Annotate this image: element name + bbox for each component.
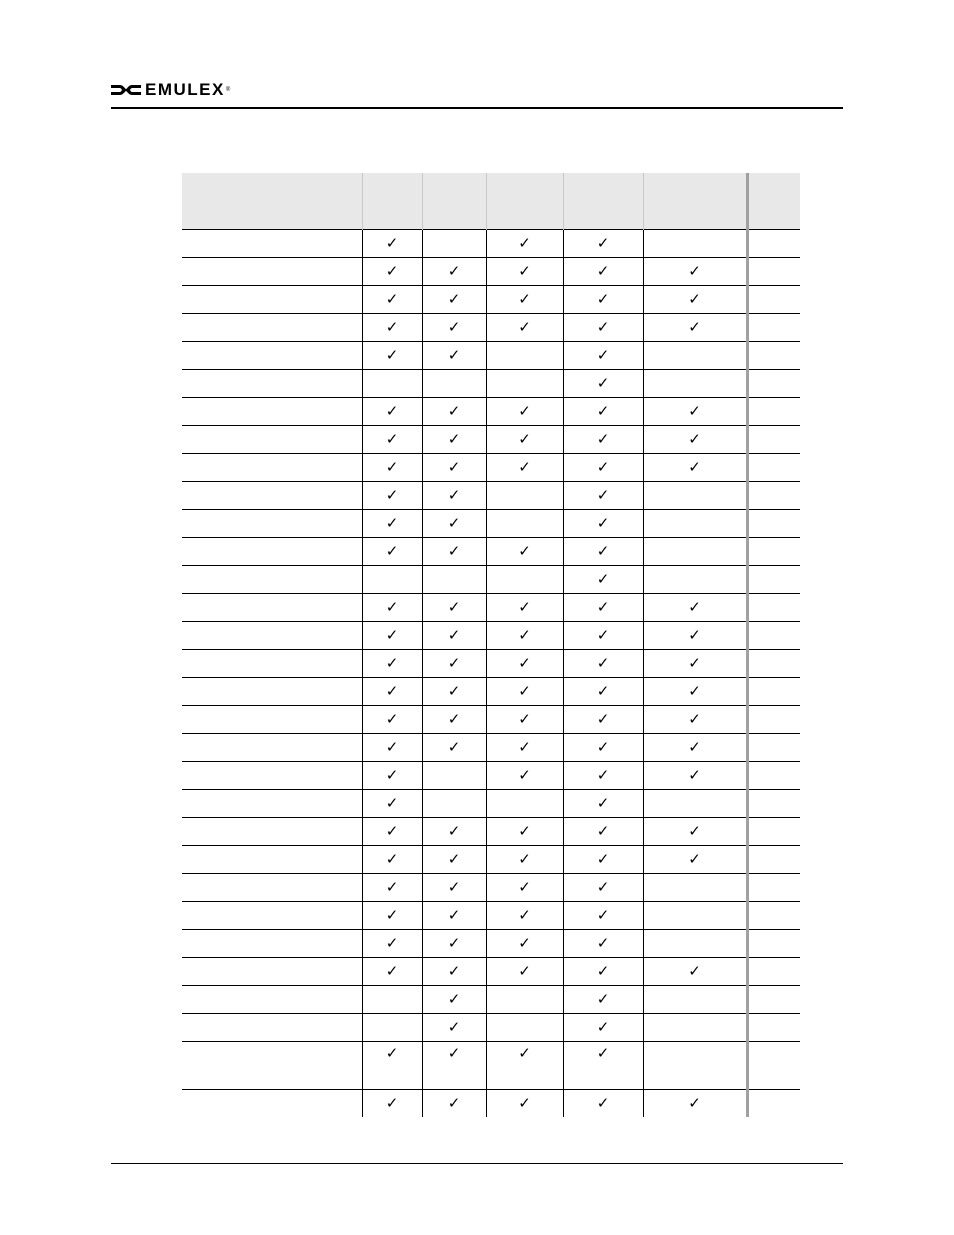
table-row bbox=[182, 342, 800, 370]
check-mark-icon: ✓ bbox=[422, 678, 486, 706]
check-mark-icon: ✓ bbox=[422, 1090, 486, 1118]
empty-cell bbox=[747, 706, 800, 734]
check-mark-icon: ✓ bbox=[486, 594, 563, 622]
empty-cell bbox=[486, 342, 563, 370]
check-mark-icon: ✓ bbox=[643, 678, 747, 706]
check-mark-icon: ✓ bbox=[643, 398, 747, 426]
empty-cell bbox=[486, 482, 563, 510]
empty-cell bbox=[747, 734, 800, 762]
empty-cell bbox=[643, 510, 747, 538]
check-mark-icon: ✓ bbox=[643, 818, 747, 846]
empty-cell bbox=[486, 1014, 563, 1042]
header-cell bbox=[643, 173, 747, 230]
check-mark-icon: ✓ bbox=[422, 342, 486, 370]
check-mark-icon: ✓ bbox=[643, 594, 747, 622]
check-mark-icon: ✓ bbox=[362, 426, 422, 454]
check-mark-icon: ✓ bbox=[422, 1042, 486, 1090]
check-mark-icon: ✓ bbox=[486, 902, 563, 930]
check-mark-icon: ✓ bbox=[563, 426, 643, 454]
check-mark-icon: ✓ bbox=[563, 594, 643, 622]
table-body bbox=[182, 230, 800, 1118]
table-row bbox=[182, 986, 800, 1014]
check-mark-icon: ✓ bbox=[362, 510, 422, 538]
check-mark-icon: ✓ bbox=[486, 286, 563, 314]
row-label-cell bbox=[182, 678, 362, 706]
check-mark-icon: ✓ bbox=[643, 650, 747, 678]
check-mark-icon: ✓ bbox=[643, 314, 747, 342]
empty-cell bbox=[747, 1042, 800, 1090]
check-mark-icon: ✓ bbox=[362, 622, 422, 650]
check-mark-icon: ✓ bbox=[362, 1042, 422, 1090]
check-mark-icon: ✓ bbox=[643, 734, 747, 762]
check-mark-icon: ✓ bbox=[362, 762, 422, 790]
row-label-cell bbox=[182, 454, 362, 482]
check-mark-icon: ✓ bbox=[486, 622, 563, 650]
check-mark-icon: ✓ bbox=[422, 846, 486, 874]
check-mark-icon: ✓ bbox=[362, 706, 422, 734]
check-mark-icon: ✓ bbox=[486, 734, 563, 762]
header-cell bbox=[486, 173, 563, 230]
row-label-cell bbox=[182, 230, 362, 258]
empty-cell bbox=[486, 790, 563, 818]
header-divider bbox=[111, 107, 843, 109]
empty-cell bbox=[747, 370, 800, 398]
empty-cell bbox=[422, 370, 486, 398]
check-mark-icon: ✓ bbox=[486, 678, 563, 706]
check-mark-icon: ✓ bbox=[486, 454, 563, 482]
empty-cell bbox=[747, 566, 800, 594]
check-mark-icon: ✓ bbox=[563, 566, 643, 594]
empty-cell bbox=[643, 902, 747, 930]
empty-cell bbox=[747, 622, 800, 650]
check-mark-icon: ✓ bbox=[486, 762, 563, 790]
empty-cell bbox=[643, 1014, 747, 1042]
check-mark-icon: ✓ bbox=[486, 426, 563, 454]
table-row bbox=[182, 314, 800, 342]
check-mark-icon: ✓ bbox=[362, 1090, 422, 1118]
header-cell bbox=[362, 173, 422, 230]
row-label-cell bbox=[182, 762, 362, 790]
check-mark-icon: ✓ bbox=[563, 874, 643, 902]
table-row bbox=[182, 538, 800, 566]
check-mark-icon: ✓ bbox=[563, 930, 643, 958]
check-mark-icon: ✓ bbox=[486, 818, 563, 846]
empty-cell bbox=[747, 818, 800, 846]
header-cell bbox=[422, 173, 486, 230]
check-mark-icon: ✓ bbox=[422, 286, 486, 314]
check-mark-icon: ✓ bbox=[563, 986, 643, 1014]
check-mark-icon: ✓ bbox=[563, 538, 643, 566]
empty-cell bbox=[747, 790, 800, 818]
empty-cell bbox=[643, 566, 747, 594]
row-label-cell bbox=[182, 1014, 362, 1042]
table-row bbox=[182, 678, 800, 706]
check-mark-icon: ✓ bbox=[643, 454, 747, 482]
check-mark-icon: ✓ bbox=[422, 314, 486, 342]
table-row bbox=[182, 594, 800, 622]
empty-cell bbox=[747, 594, 800, 622]
empty-cell bbox=[747, 1014, 800, 1042]
empty-cell bbox=[747, 650, 800, 678]
check-mark-icon: ✓ bbox=[422, 454, 486, 482]
check-mark-icon: ✓ bbox=[563, 510, 643, 538]
check-mark-icon: ✓ bbox=[362, 314, 422, 342]
table-row bbox=[182, 426, 800, 454]
empty-cell bbox=[747, 930, 800, 958]
check-mark-icon: ✓ bbox=[422, 706, 486, 734]
table-row bbox=[182, 790, 800, 818]
empty-cell bbox=[643, 930, 747, 958]
empty-cell bbox=[362, 370, 422, 398]
row-label-cell bbox=[182, 790, 362, 818]
table-row bbox=[182, 286, 800, 314]
empty-cell bbox=[747, 426, 800, 454]
empty-cell bbox=[643, 482, 747, 510]
table-row bbox=[182, 958, 800, 986]
row-label-cell bbox=[182, 902, 362, 930]
check-mark-icon: ✓ bbox=[563, 482, 643, 510]
empty-cell bbox=[643, 790, 747, 818]
check-mark-icon: ✓ bbox=[422, 398, 486, 426]
check-mark-icon: ✓ bbox=[422, 902, 486, 930]
check-mark-icon: ✓ bbox=[362, 930, 422, 958]
empty-cell bbox=[486, 566, 563, 594]
empty-cell bbox=[747, 958, 800, 986]
check-mark-icon: ✓ bbox=[486, 650, 563, 678]
check-mark-icon: ✓ bbox=[362, 398, 422, 426]
check-mark-icon: ✓ bbox=[563, 230, 643, 258]
check-mark-icon: ✓ bbox=[422, 258, 486, 286]
brand-name: EMULEX bbox=[145, 80, 225, 99]
empty-cell bbox=[422, 790, 486, 818]
row-label-cell bbox=[182, 594, 362, 622]
row-label-cell bbox=[182, 314, 362, 342]
check-mark-icon: ✓ bbox=[486, 958, 563, 986]
check-mark-icon: ✓ bbox=[362, 482, 422, 510]
check-mark-icon: ✓ bbox=[486, 846, 563, 874]
check-mark-icon: ✓ bbox=[563, 1014, 643, 1042]
empty-cell bbox=[643, 874, 747, 902]
empty-cell bbox=[747, 986, 800, 1014]
check-mark-icon: ✓ bbox=[362, 678, 422, 706]
check-mark-icon: ✓ bbox=[422, 426, 486, 454]
row-label-cell bbox=[182, 426, 362, 454]
check-mark-icon: ✓ bbox=[362, 958, 422, 986]
row-label-cell bbox=[182, 734, 362, 762]
row-label-cell bbox=[182, 538, 362, 566]
table-row bbox=[182, 622, 800, 650]
check-mark-icon: ✓ bbox=[563, 818, 643, 846]
check-mark-icon: ✓ bbox=[563, 1042, 643, 1090]
check-mark-icon: ✓ bbox=[422, 622, 486, 650]
row-label-cell bbox=[182, 818, 362, 846]
check-mark-icon: ✓ bbox=[563, 342, 643, 370]
empty-cell bbox=[362, 1014, 422, 1042]
row-label-cell bbox=[182, 650, 362, 678]
check-mark-icon: ✓ bbox=[422, 958, 486, 986]
check-mark-icon: ✓ bbox=[643, 958, 747, 986]
empty-cell bbox=[643, 230, 747, 258]
table-row bbox=[182, 930, 800, 958]
empty-cell bbox=[747, 846, 800, 874]
check-mark-icon: ✓ bbox=[362, 874, 422, 902]
check-mark-icon: ✓ bbox=[486, 314, 563, 342]
row-label-cell bbox=[182, 566, 362, 594]
row-label-cell bbox=[182, 958, 362, 986]
row-label-cell bbox=[182, 1090, 362, 1118]
table-row bbox=[182, 734, 800, 762]
check-mark-icon: ✓ bbox=[643, 846, 747, 874]
check-mark-icon: ✓ bbox=[563, 762, 643, 790]
table-row bbox=[182, 566, 800, 594]
check-mark-icon: ✓ bbox=[362, 594, 422, 622]
check-mark-icon: ✓ bbox=[563, 258, 643, 286]
table-row bbox=[182, 510, 800, 538]
check-mark-icon: ✓ bbox=[362, 258, 422, 286]
check-mark-icon: ✓ bbox=[422, 1014, 486, 1042]
check-mark-icon: ✓ bbox=[643, 286, 747, 314]
table-row bbox=[182, 482, 800, 510]
check-mark-icon: ✓ bbox=[486, 538, 563, 566]
table-row bbox=[182, 874, 800, 902]
check-mark-icon: ✓ bbox=[563, 454, 643, 482]
check-mark-icon: ✓ bbox=[486, 706, 563, 734]
table-header-row bbox=[182, 173, 800, 230]
empty-cell bbox=[747, 678, 800, 706]
check-mark-icon: ✓ bbox=[422, 482, 486, 510]
table-row bbox=[182, 1090, 800, 1118]
check-mark-icon: ✓ bbox=[362, 230, 422, 258]
check-mark-icon: ✓ bbox=[643, 622, 747, 650]
empty-cell bbox=[643, 1042, 747, 1090]
check-mark-icon: ✓ bbox=[422, 818, 486, 846]
table-row bbox=[182, 762, 800, 790]
check-mark-icon: ✓ bbox=[486, 230, 563, 258]
table-row bbox=[182, 370, 800, 398]
row-label-cell bbox=[182, 622, 362, 650]
table-row bbox=[182, 706, 800, 734]
empty-cell bbox=[486, 986, 563, 1014]
empty-cell bbox=[422, 230, 486, 258]
empty-cell bbox=[747, 902, 800, 930]
check-mark-icon: ✓ bbox=[362, 538, 422, 566]
check-mark-icon: ✓ bbox=[563, 314, 643, 342]
header-cell bbox=[563, 173, 643, 230]
empty-cell bbox=[422, 762, 486, 790]
check-mark-icon: ✓ bbox=[362, 902, 422, 930]
check-mark-icon: ✓ bbox=[362, 286, 422, 314]
check-mark-icon: ✓ bbox=[362, 650, 422, 678]
page-header bbox=[111, 79, 843, 109]
check-mark-icon: ✓ bbox=[362, 790, 422, 818]
empty-cell bbox=[643, 538, 747, 566]
check-mark-icon: ✓ bbox=[362, 342, 422, 370]
empty-cell bbox=[422, 566, 486, 594]
check-mark-icon: ✓ bbox=[643, 426, 747, 454]
empty-cell bbox=[747, 874, 800, 902]
empty-cell bbox=[643, 342, 747, 370]
check-mark-icon: ✓ bbox=[563, 286, 643, 314]
row-label-cell bbox=[182, 370, 362, 398]
check-mark-icon: ✓ bbox=[362, 454, 422, 482]
check-mark-icon: ✓ bbox=[486, 398, 563, 426]
trademark-symbol: ® bbox=[225, 87, 231, 93]
check-mark-icon: ✓ bbox=[563, 622, 643, 650]
table-row bbox=[182, 650, 800, 678]
empty-cell bbox=[362, 986, 422, 1014]
check-mark-icon: ✓ bbox=[422, 874, 486, 902]
check-mark-icon: ✓ bbox=[486, 1090, 563, 1118]
empty-cell bbox=[747, 1090, 800, 1118]
empty-cell bbox=[643, 370, 747, 398]
table-row bbox=[182, 454, 800, 482]
check-mark-icon: ✓ bbox=[643, 706, 747, 734]
emulex-logo bbox=[111, 79, 230, 101]
row-label-cell bbox=[182, 482, 362, 510]
check-mark-icon: ✓ bbox=[563, 790, 643, 818]
check-mark-icon: ✓ bbox=[486, 258, 563, 286]
empty-cell bbox=[747, 538, 800, 566]
empty-cell bbox=[747, 510, 800, 538]
check-mark-icon: ✓ bbox=[563, 706, 643, 734]
table-row bbox=[182, 1014, 800, 1042]
check-mark-icon: ✓ bbox=[486, 874, 563, 902]
row-label-cell bbox=[182, 286, 362, 314]
table-row bbox=[182, 230, 800, 258]
empty-cell bbox=[362, 566, 422, 594]
empty-cell bbox=[747, 398, 800, 426]
check-mark-icon: ✓ bbox=[486, 930, 563, 958]
check-mark-icon: ✓ bbox=[563, 678, 643, 706]
empty-cell bbox=[747, 314, 800, 342]
check-mark-icon: ✓ bbox=[422, 538, 486, 566]
table-row bbox=[182, 818, 800, 846]
check-mark-icon: ✓ bbox=[422, 986, 486, 1014]
check-mark-icon: ✓ bbox=[643, 1090, 747, 1118]
check-mark-icon: ✓ bbox=[643, 258, 747, 286]
table-row bbox=[182, 258, 800, 286]
empty-cell bbox=[747, 230, 800, 258]
row-label-cell bbox=[182, 342, 362, 370]
row-label-cell bbox=[182, 510, 362, 538]
check-mark-icon: ✓ bbox=[362, 846, 422, 874]
empty-cell bbox=[486, 370, 563, 398]
empty-cell bbox=[747, 762, 800, 790]
check-mark-icon: ✓ bbox=[563, 370, 643, 398]
header-cell bbox=[747, 173, 800, 230]
table-row bbox=[182, 398, 800, 426]
check-mark-icon: ✓ bbox=[563, 902, 643, 930]
table-row bbox=[182, 1042, 800, 1090]
row-label-cell bbox=[182, 930, 362, 958]
row-label-cell bbox=[182, 874, 362, 902]
check-mark-icon: ✓ bbox=[563, 734, 643, 762]
row-label-cell bbox=[182, 846, 362, 874]
check-mark-icon: ✓ bbox=[563, 1090, 643, 1118]
support-matrix-table bbox=[182, 173, 800, 1117]
table-row bbox=[182, 902, 800, 930]
row-label-cell bbox=[182, 258, 362, 286]
empty-cell bbox=[747, 482, 800, 510]
check-mark-icon: ✓ bbox=[362, 734, 422, 762]
row-label-cell bbox=[182, 1042, 362, 1090]
check-mark-icon: ✓ bbox=[563, 650, 643, 678]
check-mark-icon: ✓ bbox=[563, 846, 643, 874]
table-row bbox=[182, 846, 800, 874]
empty-cell bbox=[747, 258, 800, 286]
row-label-cell bbox=[182, 706, 362, 734]
row-label-cell bbox=[182, 398, 362, 426]
check-mark-icon: ✓ bbox=[362, 818, 422, 846]
check-mark-icon: ✓ bbox=[422, 734, 486, 762]
check-mark-icon: ✓ bbox=[643, 762, 747, 790]
check-mark-icon: ✓ bbox=[422, 510, 486, 538]
empty-cell bbox=[747, 342, 800, 370]
header-cell bbox=[182, 173, 362, 230]
footer-divider bbox=[111, 1163, 843, 1164]
empty-cell bbox=[747, 454, 800, 482]
empty-cell bbox=[747, 286, 800, 314]
check-mark-icon: ✓ bbox=[563, 398, 643, 426]
check-mark-icon: ✓ bbox=[563, 958, 643, 986]
emulex-mark-icon bbox=[111, 82, 141, 98]
empty-cell bbox=[643, 986, 747, 1014]
check-mark-icon: ✓ bbox=[422, 650, 486, 678]
check-mark-icon: ✓ bbox=[422, 930, 486, 958]
empty-cell bbox=[486, 510, 563, 538]
check-mark-icon: ✓ bbox=[486, 1042, 563, 1090]
check-mark-icon: ✓ bbox=[422, 594, 486, 622]
row-label-cell bbox=[182, 986, 362, 1014]
